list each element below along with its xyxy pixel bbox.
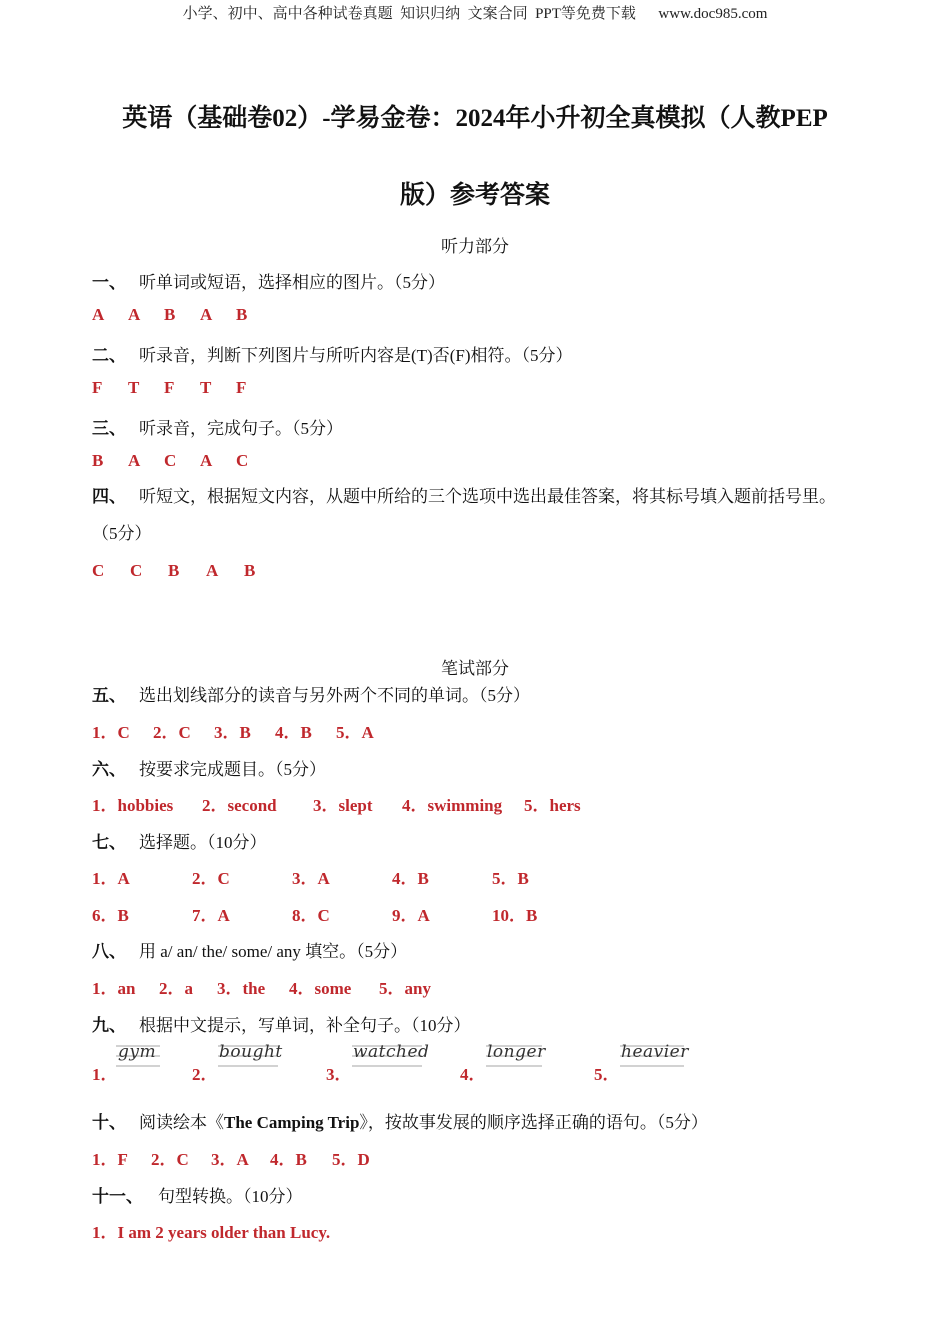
answers-4 [92,561,282,581]
answer: 10．B [492,906,538,925]
handwritten-word: longer [487,1042,546,1062]
question-text: 听单词或短语，选择相应的图片。（5分） [139,273,445,292]
question-text: 根据中文提示，写单词，补全句子。（10分） [139,1016,471,1035]
question-7 [92,828,267,853]
question-text-pre: 用 [139,942,161,961]
answer: 2．C [153,723,191,742]
answer: 7．A [192,906,230,925]
answer: T [200,378,212,397]
answer: 3．B [214,723,251,742]
question-text: 选出划线部分的读音与另外两个不同的单词。（5分） [139,686,530,705]
question-5 [92,681,530,706]
question-text-pre: 阅读绘本《 [139,1113,224,1132]
section-heading-listening: 听力部分 [441,237,509,256]
answer: 3．the [217,979,266,998]
answer: 8．C [292,906,330,925]
answer: 5．B [492,869,529,888]
page-header: 小学、初中、高中各种试卷真题 知识归纳 文案合同 PPT等免费下载 www.doc985.com [182,6,768,22]
answer: F [92,378,103,397]
answers-3 [92,451,272,471]
question-11 [92,1182,303,1207]
question-text: 听录音，完成句子。（5分） [139,419,343,438]
question-text: 句型转换。（10分） [158,1187,303,1206]
answers-11 [92,1218,330,1243]
question-number: 十一、 [92,1187,143,1206]
answer: 2．second [202,796,277,815]
answer: 1．A [92,869,130,888]
answer: 1．F [92,1150,128,1169]
answer: 5．D [332,1150,370,1169]
question-10 [92,1108,708,1133]
answer: 2．C [151,1150,189,1169]
answers-5 [92,718,374,743]
answer-number: 5． [594,1065,620,1084]
answer: B [168,561,180,580]
answer: 5．A [336,723,374,742]
question-number: 六、 [92,760,126,779]
answer: 1．an [92,979,136,998]
section-heading-written: 笔试部分 [441,659,509,678]
answer: 4．some [289,979,352,998]
answer-number: 2． [192,1065,218,1084]
question-number: 九、 [92,1016,126,1035]
document-title-line-2: 版）参考答案 [399,182,550,209]
question-text-words: a/ an/ the/ some/ any [160,942,301,961]
answer: 1．C [92,723,130,742]
answers-2 [92,378,272,398]
answer: B [164,305,176,324]
answer: B [236,305,248,324]
document-title-line-1: 英语（基础卷02）-学易金卷：2024年小升初全真模拟（人教PEP [122,105,828,132]
answer: C [236,451,249,470]
answer: 4．B [270,1150,307,1169]
question-number: 三、 [92,419,126,438]
answers-10 [92,1145,370,1170]
answer: 1．hobbies [92,796,174,815]
answer: A [92,305,105,324]
handwritten-word: bought [219,1042,283,1062]
answer-number: 3． [326,1065,352,1084]
answers-1 [92,305,272,325]
question-6 [92,755,326,780]
question-number: 五、 [92,686,126,705]
answer: C [92,561,105,580]
answers-6 [92,791,581,816]
answers-8 [92,974,431,999]
question-text: 听录音，判断下列图片与所听内容是(T)否(F)相符。（5分） [139,346,573,365]
answer: 3．A [211,1150,249,1169]
answer: 2．C [192,869,230,888]
answer: 4．swimming [402,796,503,815]
answer: 3．A [292,869,330,888]
answer: A [128,305,141,324]
answer: B [244,561,256,580]
question-4 [92,478,852,552]
answer: 3．slept [313,796,373,815]
answer: F [164,378,175,397]
question-9 [92,1011,471,1036]
answer: 1．I am 2 years older than Lucy. [92,1223,331,1242]
question-number: 二、 [92,346,126,365]
answer: 6．B [92,906,129,925]
answer: 2．a [159,979,193,998]
answer: 9．A [392,906,430,925]
handwritten-word: gym [118,1042,157,1062]
question-8 [92,937,407,962]
answer: A [128,451,141,470]
question-text: 选择题。（10分） [139,833,267,852]
answer: A [200,451,213,470]
question-number: 八、 [92,942,126,961]
answer: C [164,451,177,470]
book-title: The Camping Trip [224,1113,360,1132]
answer: T [128,378,140,397]
question-1 [92,268,445,293]
question-text: 听短文，根据短文内容，从题中所给的三个选项中选出最佳答案，将其标号填入题前括号里。（5分） [92,487,836,543]
answer: 5．hers [524,796,581,815]
handwritten-word: heavier [621,1042,689,1062]
answer: A [206,561,219,580]
question-number: 四、 [92,487,126,506]
handwritten-word: watched [353,1042,430,1062]
answer-number: 1． [92,1065,118,1084]
question-number: 一、 [92,273,126,292]
question-text: 按要求完成题目。（5分） [139,760,326,779]
answer: 4．B [275,723,312,742]
answers-7-row-1 [92,864,529,889]
answer: 4．B [392,869,429,888]
question-text-post: 》，按故事发展的顺序选择正确的语句。（5分） [359,1113,708,1132]
question-number: 十、 [92,1113,126,1132]
answer: B [92,451,104,470]
answer: C [130,561,143,580]
answer: F [236,378,247,397]
answer-number: 4． [460,1065,486,1084]
answer: 5．any [379,979,431,998]
question-text-post: 填空。（5分） [300,942,408,961]
question-2 [92,341,572,366]
question-3 [92,414,343,439]
question-number: 七、 [92,833,126,852]
answer: A [200,305,213,324]
answers-7-row-2 [92,901,537,926]
